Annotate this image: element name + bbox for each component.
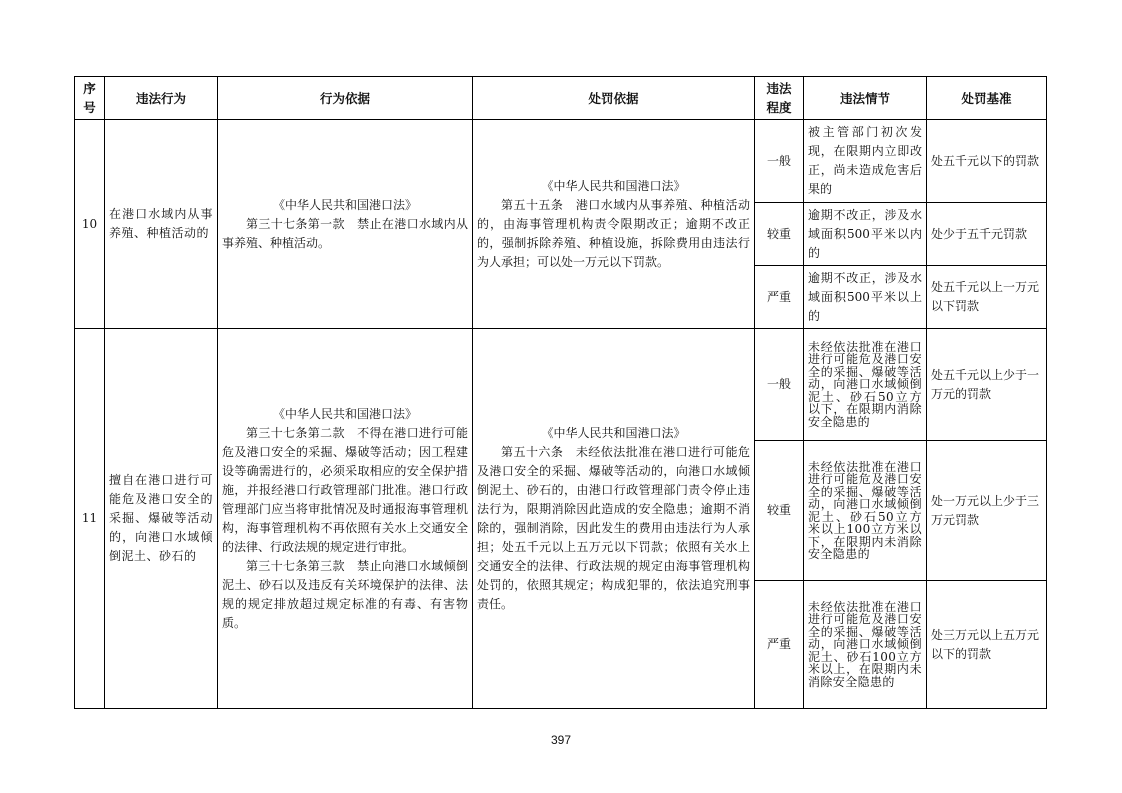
- degree-cell: 较重: [755, 441, 804, 581]
- situation-cell: 被主管部门初次发现，在限期内立即改正，尚未造成危害后果的: [804, 120, 927, 203]
- situation-cell: 逾期不改正，涉及水域面积500平米以内的: [804, 203, 927, 266]
- degree-cell: 严重: [755, 581, 804, 709]
- header-penalty-basis: 处罚依据: [473, 77, 755, 120]
- header-basis: 行为依据: [218, 77, 473, 120]
- legal-basis: 《中华人民共和国港口法》 第三十七条第一款 禁止在港口水域内从事养殖、种植活动。: [218, 120, 473, 329]
- header-violation: 违法行为: [105, 77, 218, 120]
- table-row: [75, 329, 1047, 441]
- page-number: 397: [550, 733, 572, 747]
- standard-cell: 处三万元以上五万元以下的罚款: [927, 581, 1047, 709]
- standard-cell: 处五千元以上一万元以下罚款: [927, 266, 1047, 329]
- header-degree: 违法 程度: [755, 77, 804, 120]
- standard-cell: 处一万元以上少于三万元罚款: [927, 441, 1047, 581]
- penalty-standard-table: [74, 76, 1047, 709]
- header-standard: 处罚基准: [927, 77, 1047, 120]
- table-row: [75, 120, 1047, 203]
- legal-basis: 《中华人民共和国港口法》 第三十七条第二款 不得在港口进行可能危及港口安全的采掘、爆破等活动；因工程建设等确需进行的，必须采取相应的安全保护措施，并报经港口行政管理部门批准。港口行政管理部门应当将审批情况及时通报海事管理机构，海事管理机构不再依照有关水上交通安全的法律、行政法规的规定进行审批。 第三十七条第三款 禁止向港口水域倾倒泥土、砂石以及违反有关环境保护的法律、法规的规定排放超过规定标准的有毒、有害物质。: [218, 329, 473, 709]
- table-header-row: [75, 77, 1047, 120]
- row-number: 10: [75, 120, 105, 329]
- situation-cell: 未经依法批准在港口进行可能危及港口安全的采掘、爆破等活动，向港口水域倾倒泥土、砂石50立方以下，在限期内消除安全隐患的: [804, 329, 927, 441]
- situation-cell: 逾期不改正，涉及水域面积500平米以上的: [804, 266, 927, 329]
- violation-description: 擅自在港口进行可能危及港口安全的采掘、爆破等活动的，向港口水域倾倒泥土、砂石的: [105, 329, 218, 709]
- degree-cell: 一般: [755, 329, 804, 441]
- penalty-basis: 《中华人民共和国港口法》 第五十六条 未经依法批准在港口进行可能危及港口安全的采掘、爆破等活动的，向港口水域倾倒泥土、砂石的，由港口行政管理部门责令停止违法行为，限期消除因此造成的安全隐患；逾期不消除的，强制消除，因此发生的费用由违法行为人承担；处五千元以上五万元以下罚款；依照有关水上交通安全的法律、行政法规的规定由海事管理机构处罚的，依照其规定；构成犯罪的，依法追究刑事责任。: [473, 329, 755, 709]
- degree-cell: 严重: [755, 266, 804, 329]
- penalty-basis: 《中华人民共和国港口法》 第五十五条 港口水域内从事养殖、种植活动的，由海事管理机构责令限期改正；逾期不改正的，强制拆除养殖、种植设施，拆除费用由违法行为人承担；可以处一万元以下罚款。: [473, 120, 755, 329]
- degree-cell: 较重: [755, 203, 804, 266]
- degree-cell: 一般: [755, 120, 804, 203]
- header-number: 序 号: [75, 77, 105, 120]
- header-situation: 违法情节: [804, 77, 927, 120]
- standard-cell: 处五千元以下的罚款: [927, 120, 1047, 203]
- violation-description: 在港口水域内从事养殖、种植活动的: [105, 120, 218, 329]
- situation-cell: 未经依法批准在港口进行可能危及港口安全的采掘、爆破等活动，向港口水域倾倒泥土、砂石100立方米以上，在限期内未消除安全隐患的: [804, 581, 927, 709]
- standard-cell: 处少于五千元罚款: [927, 203, 1047, 266]
- row-number: 11: [75, 329, 105, 709]
- standard-cell: 处五千元以上少于一万元的罚款: [927, 329, 1047, 441]
- situation-cell: 未经依法批准在港口进行可能危及港口安全的采掘、爆破等活动，向港口水域倾倒泥土、砂石50立方米以上100立方米以下，在限期内未消除安全隐患的: [804, 441, 927, 581]
